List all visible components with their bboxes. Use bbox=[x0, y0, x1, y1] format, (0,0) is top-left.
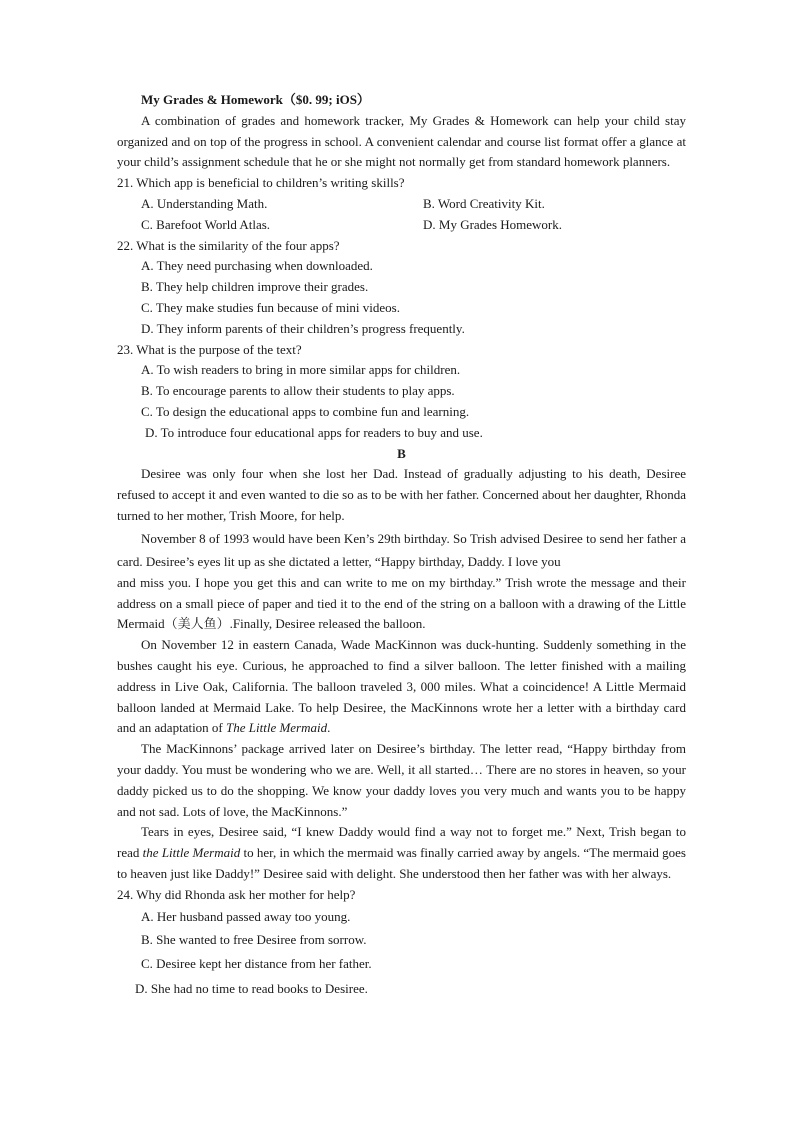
passage-b-paragraph-1: Desiree was only four when she lost her Dad. Instead of gradually adjusting to his death, Desiree refused to accept it and even wanted to die so as to be with her father. Concerned about her daughter, Rhonda turned to her mother, Trish Moore, for help. bbox=[117, 466, 686, 523]
option-21-b: B. Word Creativity Kit. bbox=[423, 195, 545, 211]
question-21-options bbox=[117, 194, 686, 236]
option-22-c: C. They make studies fun because of mini videos. bbox=[141, 299, 400, 315]
option-22-a: A. They need purchasing when downloaded. bbox=[141, 258, 373, 274]
option-21-c: C. Barefoot World Atlas. bbox=[141, 216, 271, 232]
option-24-b: B. She wanted to free Desiree from sorrow. bbox=[141, 932, 367, 948]
option-22-d: D. They inform parents of their children’s progress frequently. bbox=[141, 320, 465, 336]
book-title: The Little Mermaid bbox=[226, 720, 328, 736]
option-22-b: B. They help children improve their grades. bbox=[141, 279, 369, 295]
question-23-stem: 23. What is the purpose of the text? bbox=[117, 341, 302, 357]
paragraph-5-start: Tears in eyes, Desiree said, “I knew Daddy would find a way not to forget me.” Next, Trish began to read bbox=[117, 824, 686, 861]
passage-b-paragraph-4: The MacKinnons’ package arrived later on Desiree’s birthday. The letter read, “Happy birthday from your daddy. You must be wondering who we are. Well, it all started… There are no stores in heaven, so your daddy picked us to do the shopping. We know your daddy loves you very much and wants you to be happy and not sad. Lots of love, the MacKinnons.” bbox=[117, 741, 686, 819]
option-23-b: B. To encourage parents to allow their students to play apps. bbox=[141, 383, 455, 399]
app-heading: My Grades & Homework（$0. 99; iOS） bbox=[141, 92, 370, 107]
passage-b-paragraph-2b: and miss you. I hope you get this and can write to me on my birthday.” Trish wrote the message and their address on a small piece of paper and tied it to the end of the string on a balloon with a drawing of the Little Mermaid（美人鱼）.Finally, Desiree released the balloon. bbox=[117, 574, 686, 632]
option-24-c: C. Desiree kept her distance from her father. bbox=[141, 956, 372, 972]
option-23-a: A. To wish readers to bring in more similar apps for children. bbox=[141, 362, 461, 378]
book-title-2: the Little Mermaid bbox=[142, 845, 241, 861]
passage-b-paragraph-2a: November 8 of 1993 would have been Ken’s 29th birthday. So Trish advised Desiree to send her father a card. Desiree’s eyes lit up as she dictated a letter, “Happy birthday, Daddy. I love you bbox=[117, 530, 686, 569]
question-22-stem: 22. What is the similarity of the four apps? bbox=[117, 237, 340, 253]
option-24-a: A. Her husband passed away too young. bbox=[141, 909, 351, 925]
document-page bbox=[117, 90, 686, 1001]
option-21-d: D. My Grades Homework. bbox=[423, 216, 563, 232]
paragraph-3-text: On November 12 in eastern Canada, Wade MacKinnon was duck-hunting. Suddenly something in the bushes caught his eye. Curious, he approached to find a silver balloon. The letter finished with a mailing address in Live Oak, California. The balloon traveled 3, 000 miles. What a coincidence! A Little Mermaid balloon landed at Mermaid Lake. To help Desiree, the MacKinnons wrote her a letter with a birthday card and an adaptation of bbox=[117, 637, 686, 736]
paragraph-3-end: . bbox=[327, 720, 331, 736]
paragraph-5-end: to her, in which the mermaid was finally carried away by angels. “The mermaid goes to heaven just like Daddy!” Desiree said with delight. She understood then her father was with her always. bbox=[117, 845, 686, 881]
question-21-stem: 21. Which app is beneficial to children’s writing skills? bbox=[117, 175, 405, 191]
option-24-d: D. She had no time to read books to Desiree. bbox=[135, 981, 368, 997]
app-description: A combination of grades and homework tracker, My Grades & Homework can help your child stay organized and on top of the progress in school. A convenient calendar and course list format offer a glance at your child’s assignment schedule that he or she might not normally get from standard homework planners. bbox=[117, 112, 686, 170]
question-24-stem: 24. Why did Rhonda ask her mother for help? bbox=[117, 886, 356, 902]
option-23-d: D. To introduce four educational apps for readers to buy and use. bbox=[145, 424, 483, 440]
passage-b-paragraph-3 bbox=[117, 635, 686, 739]
passage-b-paragraph-5 bbox=[117, 822, 686, 884]
option-23-c: C. To design the educational apps to combine fun and learning. bbox=[141, 403, 470, 419]
section-b-label: B bbox=[397, 445, 406, 461]
option-21-a: A. Understanding Math. bbox=[141, 195, 268, 211]
